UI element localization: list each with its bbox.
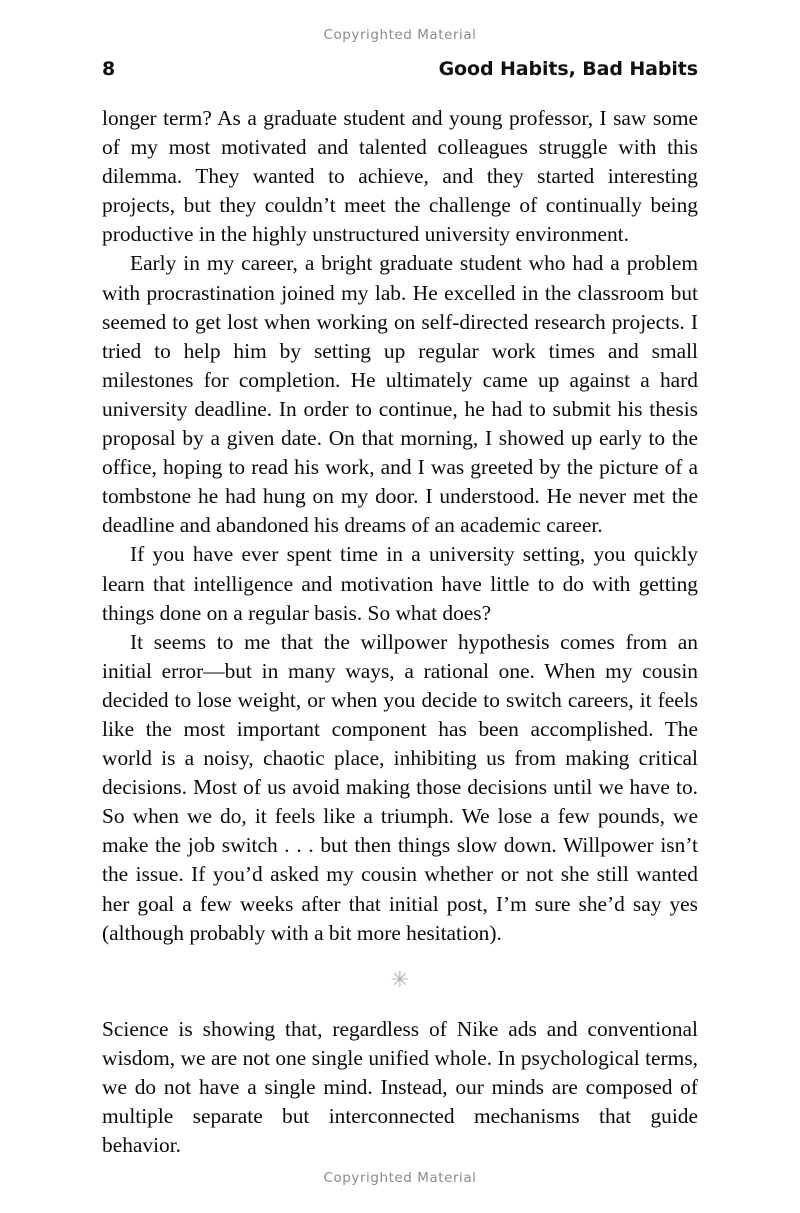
paragraph: Science is showing that, regardless of Nike ads and conventional wisdom, we are not one single unified whole. In psychological terms, we do not have a single mind. Instead, our minds are composed of multiple separate but interconnected mechanisms that guide behavior. — [102, 1016, 698, 1158]
copyright-watermark-bottom: Copyrighted Material — [323, 1170, 477, 1186]
body-text-column — [102, 104, 698, 1160]
book-title: Good Habits, Bad Habits — [438, 58, 698, 80]
copyright-watermark-top: Copyrighted Material — [323, 27, 477, 43]
asterisk-section-break-icon: ✳ — [390, 967, 410, 993]
paragraph: It seems to me that the willpower hypothesis comes from an initial error—but in many ways, a rational one. When my cousin decided to lose weight, or when you decide to switch careers, it feels like the most important component has been accomplished. The world is a noisy, chaotic place, inhibiting us from making critical decisions. Most of us avoid making those decisions until we have to. So when we do, it feels like a triumph. We lose a few pounds, we make the job switch . . . but then things slow down. Willpower isn’t the issue. If you’d asked my cousin whether or not she still wanted her goal a few weeks after that initial post, I’m sure she’d say yes (although probably with a bit more hesitation). — [102, 629, 698, 945]
page-number: 8 — [102, 58, 116, 80]
paragraph: Early in my career, a bright graduate student who had a problem with procrastination joined my lab. He excelled in the classroom but seemed to get lost when working on self-directed research projects. I tried to help him by setting up regular work times and small milestones for completion. He ultimately came up against a hard university deadline. In order to continue, he had to submit his thesis proposal by a given date. On that morning, I showed up early to the office, hoping to read his work, and I was greeted by the picture of a tombstone he had hung on my door. I understood. He never met the deadline and abandoned his dreams of an academic career. — [102, 251, 698, 538]
running-head — [102, 58, 698, 80]
paragraph: If you have ever spent time in a university setting, you quickly learn that intelligence and motivation have little to do with getting things done on a regular basis. So what does? — [102, 542, 698, 625]
paragraph: longer term? As a graduate student and young professor, I saw some of my most motivated and talented colleagues struggle with this dilemma. They wanted to achieve, and they started interesting projects, but they couldn’t meet the challenge of continually being productive in the highly unstructured university environment. — [102, 106, 698, 247]
